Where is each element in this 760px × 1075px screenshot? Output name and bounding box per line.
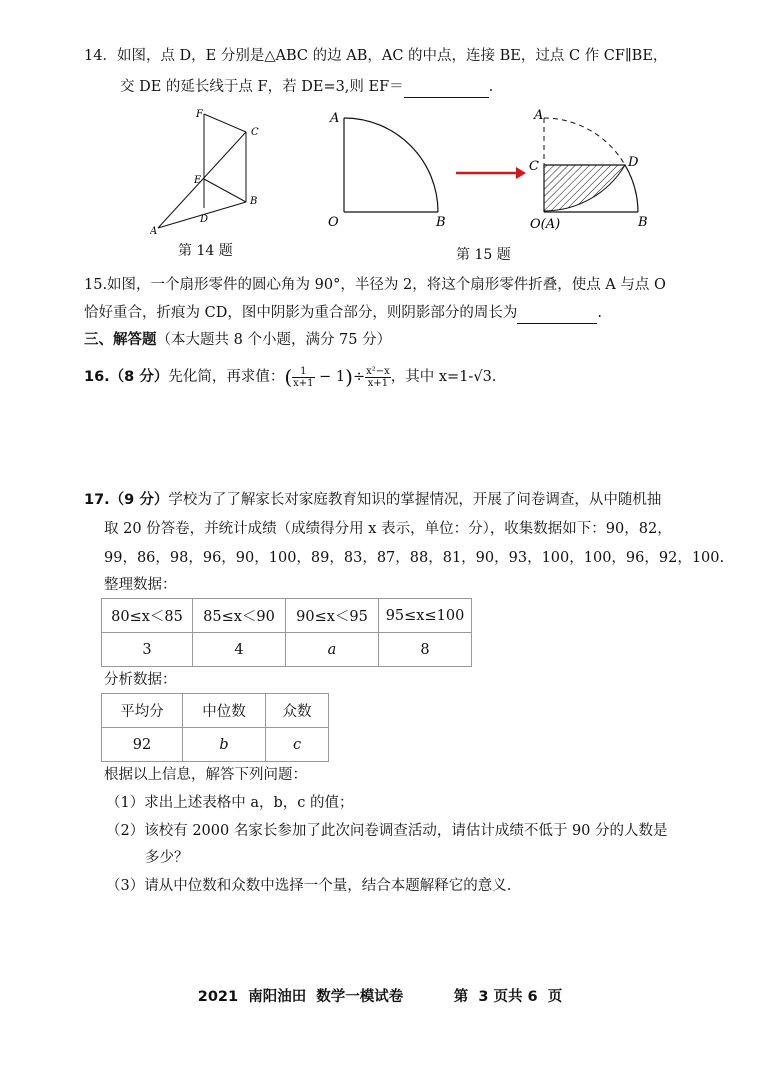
q15-line2-end: . [597, 305, 602, 321]
analysis-value-1: 92 [102, 728, 183, 762]
q14-answer-blank [404, 77, 489, 98]
freq-header-2: 85≤x＜90 [193, 599, 286, 633]
q15-line2 [84, 303, 602, 324]
q17-analyze-label: 分析数据： [104, 672, 177, 688]
q16-div: ÷ [352, 369, 366, 385]
fig15-right-label-a: A [534, 108, 544, 123]
q15-caption: 第 15 题 [456, 247, 511, 263]
q17-table-analysis [101, 693, 329, 762]
freq-header-3: 90≤x＜95 [286, 599, 379, 633]
fig15-right-label-b: B [638, 215, 648, 230]
analysis-header-1: 平均分 [102, 694, 183, 728]
freq-header-1: 80≤x＜85 [102, 599, 193, 633]
analysis-value-2: b [183, 728, 266, 762]
q14-caption: 第 14 题 [178, 243, 233, 259]
q14-line2 [120, 77, 493, 98]
fig15-right-label-o: O(A) [530, 217, 561, 232]
table-row [102, 694, 329, 728]
section3-note: （本大题共 8 个小题，满分 75 分） [156, 332, 392, 348]
fig14-label-d: D [200, 214, 209, 225]
q15-line1: 15.如图，一个扇形零件的圆心角为 90°，半径为 2，将这个扇形零件折叠，使点 A 与点 O [84, 277, 666, 293]
fig15-right-arc-lower [625, 165, 638, 212]
q16-f2-num: x²−x [366, 365, 390, 377]
analysis-value-3: c [266, 728, 329, 762]
analysis-header-3: 众数 [266, 694, 329, 728]
q17-line3: 99，86，98，96，90，100，89，83，87，88，81，90，93，100，100，96，92，100. [104, 550, 725, 566]
q16-head: 16.（8 分） [84, 369, 169, 385]
freq-value-4: 8 [379, 633, 472, 667]
q17-organize-label: 整理数据： [104, 577, 177, 593]
q14-line2-end: . [488, 79, 494, 95]
fig14-label-c: C [251, 127, 259, 138]
fig15-arrow [456, 167, 526, 179]
fig15-right-dashed-arc [544, 118, 625, 165]
q17-table-frequency [101, 598, 472, 667]
q16-text1: 先化简，再求值： [168, 369, 285, 385]
section3-title: 三、解答题 [84, 332, 157, 348]
fig14-label-b: B [250, 196, 258, 207]
fig14-label-e: E [194, 175, 202, 186]
q16-line: 16.（8 分）先化简，再求值：( $\frac{1}{x+1}$ − 1)÷ $\frac{\text{x²−x}}{x+1}$ ，其中 x=1-√3. [84, 365, 497, 389]
q16-f1-den: x+1 [293, 377, 314, 389]
fig14-line-eb [204, 179, 246, 202]
q15-line2-text: 恰好重合，折痕为 CD，图中阴影为重合部分，则阴影部分的周长为 [84, 305, 518, 321]
q14-line1: 14．如图，点 D，E 分别是△ABC 的边 AB，AC 的中点，连接 BE，过点 C 作 CF∥BE， [84, 48, 668, 64]
q17-sub1: （1）求出上述表格中 a，b，c 的值； [106, 795, 354, 811]
fig15-left-label-a: A [330, 111, 340, 126]
fig15-left-label-b: B [436, 215, 446, 230]
fig15-left-label-o: O [328, 215, 339, 230]
fig14-label-a: A [150, 226, 158, 237]
q17-head: 17.（9 分） [84, 492, 169, 508]
q17-sub3: （3）请从中位数和众数中选择一个量，结合本题解释它的意义. [106, 878, 512, 894]
q17-sub2-line2: 多少？ [145, 850, 189, 866]
table-row [102, 728, 329, 762]
analysis-header-2: 中位数 [183, 694, 266, 728]
q14-line2-text: 交 DE 的延长线于点 F，若 DE=3,则 EF＝ [120, 79, 404, 95]
q16-f2-den: x+1 [367, 377, 389, 389]
freq-value-2: 4 [193, 633, 286, 667]
fig15-left-arc [344, 118, 438, 212]
q17-sub2-line1: （2）该校有 2000 名家长参加了此次问卷调查活动，请估计成绩不低于 90 分的人数是 [106, 823, 668, 839]
q16-tail: ，其中 x=1-√3. [390, 369, 497, 385]
q16-fraction-1 [292, 366, 314, 389]
freq-value-3: a [286, 633, 379, 667]
fig15-right-label-d: D [628, 155, 639, 170]
figure-14 [150, 104, 270, 238]
table-row [102, 633, 472, 667]
fig15-right-label-c: C [529, 159, 539, 174]
q16-minus-one: − 1 [319, 369, 346, 385]
section3-heading [84, 330, 391, 350]
q17-line1 [84, 490, 661, 510]
q16-f1-num: 1 [292, 366, 314, 378]
q17-line2: 取 20 份答卷，并统计成绩（成绩得分用 x 表示，单位：分），收集数据如下：90，82， [104, 521, 672, 537]
figure-15 [320, 102, 690, 238]
fig14-label-f: F [196, 109, 203, 120]
table-row [102, 599, 472, 633]
fig15-right-shaded [544, 165, 625, 211]
freq-value-1: 3 [102, 633, 193, 667]
fig14-line-fc [204, 114, 246, 132]
freq-header-4: 95≤x≤100 [379, 599, 472, 633]
q17-text1: 学校为了了解家长对家庭教育知识的掌握情况，开展了问卷调查，从中随机抽 [168, 492, 662, 508]
page-footer: 2021 南阳油田 数学一模试卷 第 3 页共 6 页 [197, 989, 563, 1005]
q16-fraction-2 [365, 366, 391, 389]
q15-answer-blank [517, 303, 597, 324]
q17-answer-intro: 根据以上信息，解答下列问题： [104, 767, 307, 783]
